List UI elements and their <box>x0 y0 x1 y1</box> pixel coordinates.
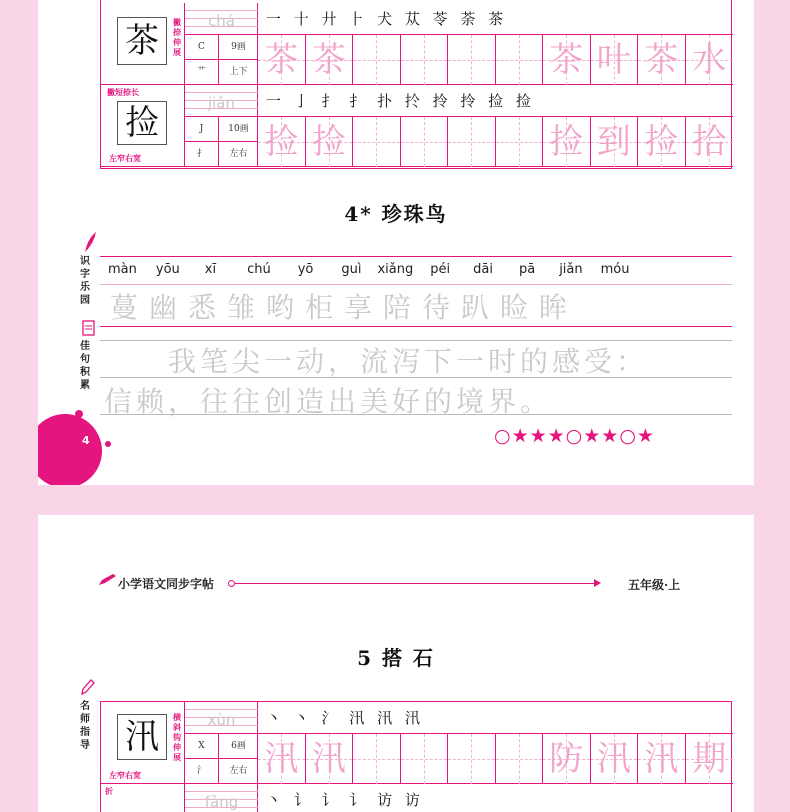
practice-cell[interactable] <box>353 35 401 85</box>
structure: 左右 <box>229 766 248 776</box>
pinyin-cell: chá <box>185 3 258 35</box>
practice-cell[interactable]: 捡 <box>258 117 306 167</box>
character-meta <box>185 85 258 167</box>
practice-cell[interactable]: 汛 <box>638 734 686 784</box>
practice-cell[interactable] <box>448 117 496 167</box>
practice-cells <box>258 117 733 167</box>
character-row-cha <box>101 3 733 85</box>
practice-cell[interactable] <box>401 117 449 167</box>
radical: 氵 <box>185 759 219 784</box>
pencil-icon <box>98 573 118 587</box>
practice-cell[interactable]: 茶 <box>258 35 306 85</box>
writing-grid-sheet <box>100 0 732 169</box>
practice-cells <box>258 35 733 85</box>
stroke-order: 丶 讠 讠 讠 访 访 <box>266 791 424 809</box>
initial-letter: C <box>185 35 219 60</box>
writing-tip: 撇短捺长 <box>107 87 139 97</box>
writing-grid-sheet <box>100 701 732 812</box>
page-number: 4 <box>82 434 90 447</box>
stroke-order: 丶 丶 氵 汛 汛 汛 <box>258 702 733 734</box>
initial-letter: J <box>185 117 219 142</box>
radical: 艹 <box>185 60 219 85</box>
practice-cell[interactable] <box>496 35 544 85</box>
header-title: 小学语文同步字帖 <box>118 577 215 591</box>
practice-cell[interactable]: 叶 <box>591 35 639 85</box>
trace-characters: 蔓幽悉雏哟柜享陪待趴睑眸 <box>110 291 579 324</box>
practice-cell[interactable]: 期 <box>686 734 734 784</box>
writing-tip: 横斜钩伸展 <box>173 712 181 762</box>
trace-sentence-line-2: 信赖，往往创造出美好的境界。 <box>104 385 553 418</box>
practice-cell[interactable] <box>496 117 544 167</box>
page-number-badge <box>38 414 102 485</box>
character-meta <box>185 784 258 812</box>
structure-tip: 左窄右宽 <box>109 770 141 780</box>
feather-icon <box>82 230 98 254</box>
grade-label: 五年级·上 <box>628 578 681 592</box>
practice-cell[interactable] <box>401 35 449 85</box>
practice-cell[interactable] <box>353 734 401 784</box>
practice-cell[interactable] <box>448 734 496 784</box>
header-arrow <box>234 583 598 584</box>
radical: 扌 <box>185 142 219 167</box>
stroke-order: 一 亅 扌 扌 扑 扵 拎 拎 捡 捡 <box>258 85 733 117</box>
model-character: 汛 <box>117 714 167 760</box>
practice-cell[interactable]: 防 <box>543 734 591 784</box>
practice-cell[interactable]: 茶 <box>543 35 591 85</box>
pinyin-cell: jiǎn <box>185 85 258 117</box>
structure: 左右 <box>229 149 248 159</box>
model-character: 捡 <box>117 101 167 145</box>
side-tab-teacher-guide: 名师指导 <box>80 701 90 751</box>
practice-cell[interactable]: 茶 <box>306 35 354 85</box>
difficulty-rating: ○★★★○★★○★ <box>494 425 655 447</box>
document-icon <box>82 320 96 336</box>
practice-cell[interactable]: 捡 <box>638 117 686 167</box>
practice-cell[interactable]: 汛 <box>258 734 306 784</box>
stroke-count: 6画 <box>219 734 258 759</box>
character-box <box>101 784 185 812</box>
practice-cell[interactable]: 捡 <box>543 117 591 167</box>
practice-cell[interactable]: 捡 <box>306 117 354 167</box>
pinyin-cell: xùn <box>185 702 258 734</box>
stroke-order: 一 十 廾 ⺊ 犬 苁 苓 荼 茶 <box>258 3 733 35</box>
trace-sentence-line-1: 我笔尖一动，流泻下一时的感受： <box>168 345 649 378</box>
practice-cell[interactable]: 茶 <box>638 35 686 85</box>
arrow-head-icon <box>594 579 601 587</box>
character-row-jian <box>101 85 733 167</box>
character-meta <box>185 3 258 85</box>
practice-cell[interactable] <box>401 734 449 784</box>
character-box <box>101 85 185 167</box>
practice-cells <box>258 734 733 784</box>
writing-tip: 撇捺伸展 <box>173 17 181 57</box>
workbook-page-5 <box>38 515 754 812</box>
practice-cell[interactable] <box>496 734 544 784</box>
practice-cell[interactable]: 拾 <box>686 117 734 167</box>
initial-letter: X <box>185 734 219 759</box>
stroke-count: 9画 <box>219 35 258 60</box>
structure: 上下 <box>229 67 248 77</box>
pencil-icon <box>80 678 96 696</box>
practice-cell[interactable] <box>448 35 496 85</box>
practice-cell[interactable]: 汛 <box>306 734 354 784</box>
character-box <box>101 702 185 784</box>
practice-cell[interactable]: 汛 <box>591 734 639 784</box>
structure-tip: 左窄右宽 <box>109 153 141 163</box>
workbook-page-4 <box>38 0 754 485</box>
character-box <box>101 3 185 85</box>
model-character: 茶 <box>117 17 167 65</box>
side-tab-sentences: 佳句积累 <box>80 341 90 391</box>
lesson-title: 5 搭 石 <box>357 646 435 670</box>
character-row-fang <box>101 784 733 812</box>
character-meta <box>185 702 258 784</box>
character-row-xun <box>101 702 733 784</box>
stroke-count: 10画 <box>219 117 258 142</box>
side-tab-literacy: 识字乐园 <box>80 256 90 306</box>
pinyin-cell: fǎng <box>185 784 258 812</box>
writing-tip: 折 <box>105 786 113 796</box>
lesson-title: 4* 珍珠鸟 <box>344 202 448 226</box>
pinyin-words: màn yōu xī chú yō guì xiǎng péi dāi pā jiǎn móu <box>108 262 630 277</box>
practice-cell[interactable]: 到 <box>591 117 639 167</box>
practice-cell[interactable]: 水 <box>686 35 734 85</box>
practice-cell[interactable] <box>353 117 401 167</box>
